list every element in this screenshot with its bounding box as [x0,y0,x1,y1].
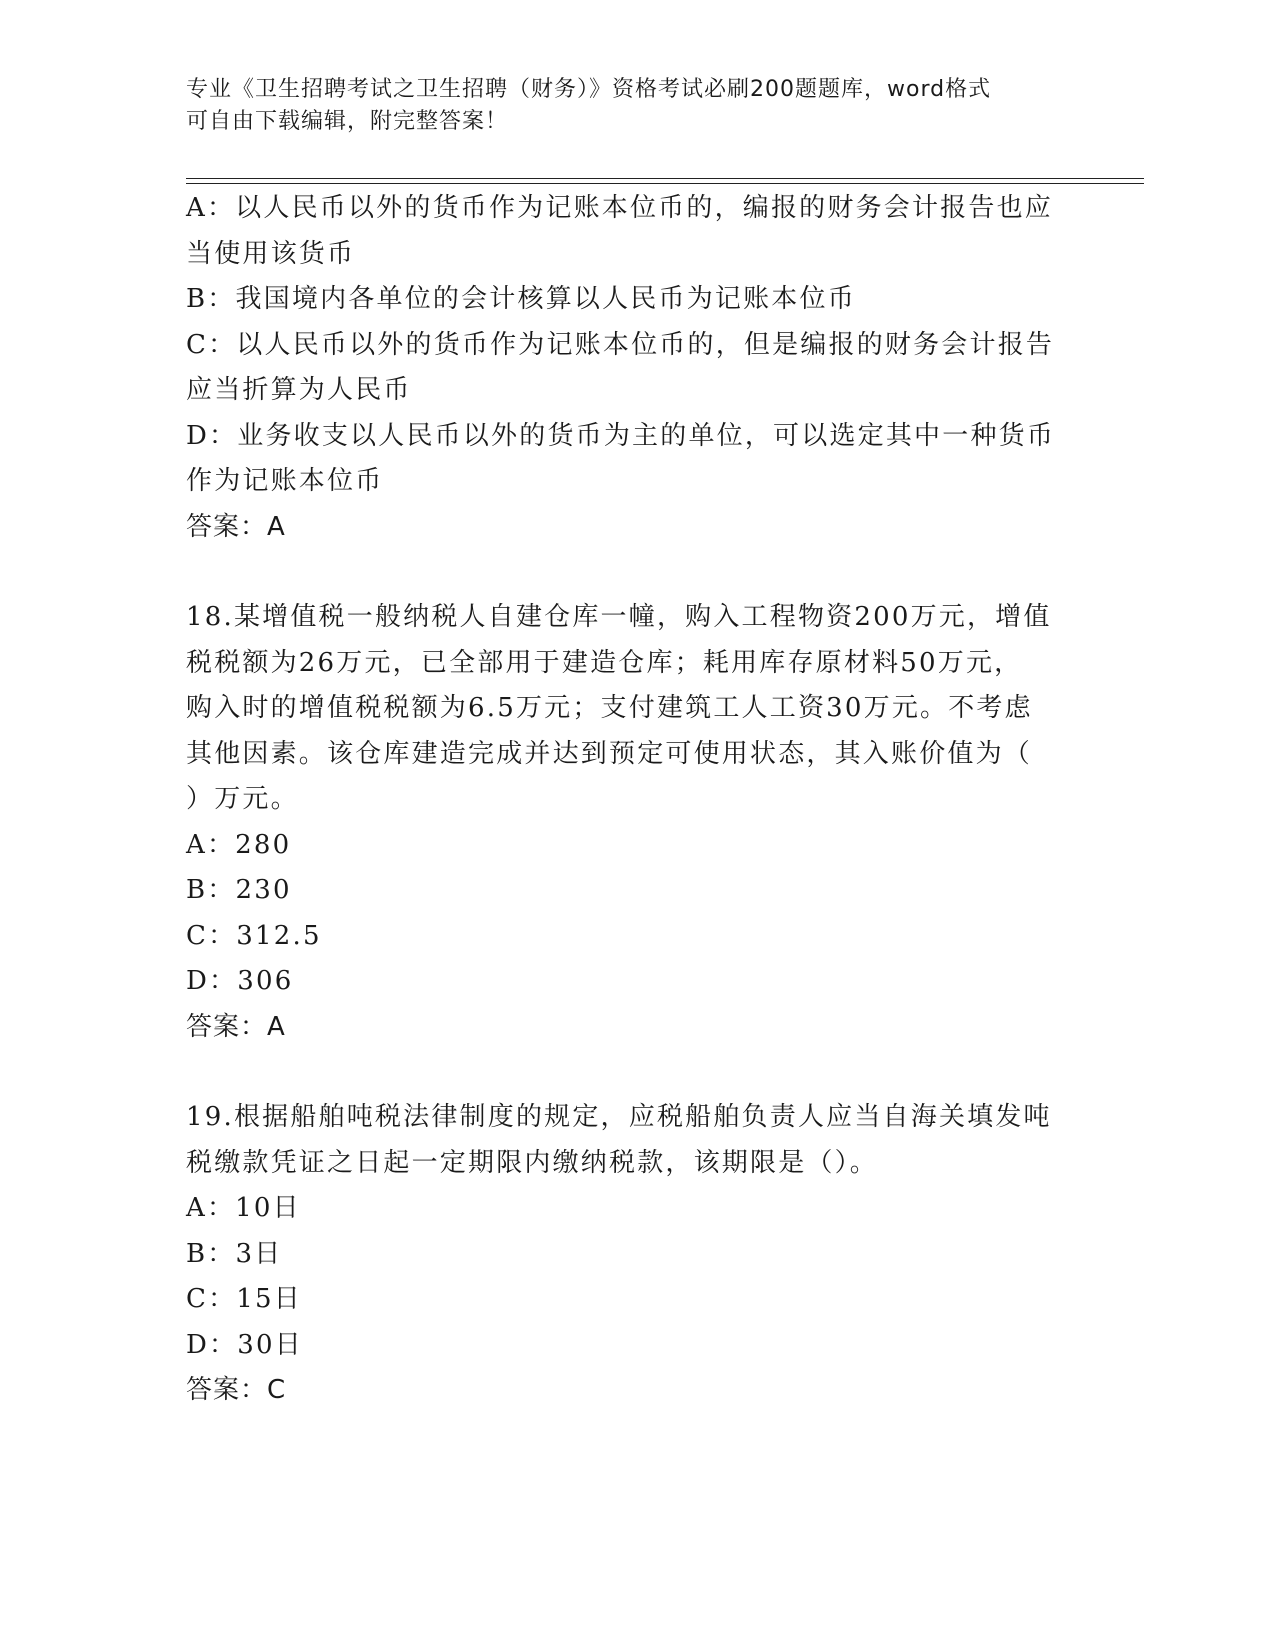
document-header [186,74,1066,138]
q17-option-b: B：我国境内各单位的会计核算以人民币为记账本位币 [186,284,856,314]
spacer [186,550,1066,595]
q19-option-d: D：30日 [186,1329,303,1360]
question-17 [186,186,1066,550]
header-divider-bottom [186,183,1144,184]
header-title-line1: 专业《卫生招聘考试之卫生招聘（财务）》资格考试必刷200题题库，word格式 [186,77,992,102]
question-18 [186,595,1066,1050]
header-title-line2: 可自由下载编辑，附完整答案！ [186,109,509,134]
q18-stem-line5: ）万元。 [186,784,299,814]
q19-option-b: B：3日 [186,1238,283,1269]
question-19 [186,1095,1066,1414]
q17-answer: 答案：A [186,511,286,542]
q19-option-a: A：10日 [186,1193,301,1223]
q17-option-a-line2: 当使用该货币 [186,238,356,269]
q18-option-c: C：312.5 [186,920,322,951]
q17-option-c-line2: 应当折算为人民币 [186,375,412,405]
q18-option-d: D：306 [186,966,294,996]
q18-answer: 答案：A [186,1011,286,1042]
q19-stem-line2: 税缴款凭证之日起一定期限内缴纳税款，该期限是（）。 [186,1147,879,1178]
spacer [186,1050,1066,1095]
q17-option-d-line2: 作为记账本位币 [186,466,384,496]
q19-stem-line1: 19.根据船舶吨税法律制度的规定，应税船舶负责人应当自海关填发吨 [186,1102,1052,1132]
q19-answer: 答案：C [186,1375,287,1405]
q18-stem-line3: 购入时的增值税税额为6.5万元；支付建筑工人工资30万元。不考虑 [186,693,1033,723]
header-divider-top [186,178,1144,179]
q17-option-a-line1: A：以人民币以外的货币作为记账本位币的，编报的财务会计报告也应 [186,193,1053,223]
q18-stem-line1: 18.某增值税一般纳税人自建仓库一幢，购入工程物资200万元，增值 [186,602,1052,632]
q18-option-b: B：230 [186,875,292,905]
question-content [186,186,1066,1414]
q17-option-c-line1: C：以人民币以外的货币作为记账本位币的，但是编报的财务会计报告 [186,329,1055,360]
q19-option-c: C：15日 [186,1284,302,1314]
q17-option-d-line1: D：业务收支以人民币以外的货币为主的单位，可以选定其中一种货币 [186,420,1056,451]
q18-option-a: A：280 [186,829,292,860]
q18-stem-line2: 税税额为26万元，已全部用于建造仓库；耗用库存原材料50万元， [186,647,1023,678]
q18-stem-line4: 其他因素。该仓库建造完成并达到预定可使用状态，其入账价值为（ [186,738,1033,769]
